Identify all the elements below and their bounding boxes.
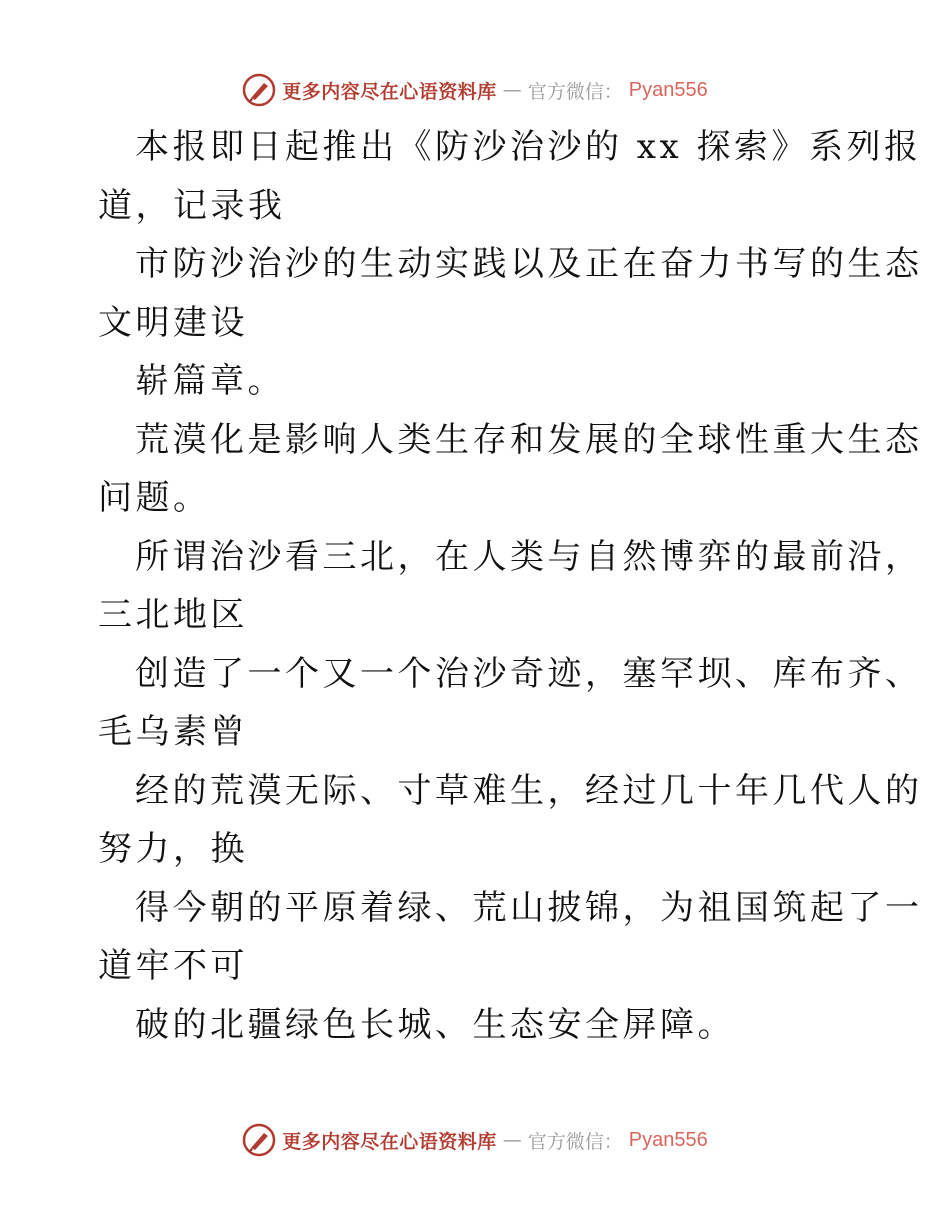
banner-text: 更多内容尽在心语资料库	[282, 1130, 497, 1153]
text-line: 努力，换	[98, 829, 248, 869]
text-line: 市防沙治沙的生动实践以及正在奋力书写的生态	[135, 244, 923, 284]
text-line: 荒漠化是影响人类生存和发展的全球性重大生态	[135, 419, 923, 460]
text-line: 毛乌素曾	[98, 712, 248, 752]
text-line: 本报即日起推出《防沙治沙的 xx 探索》系列报	[135, 127, 922, 167]
text-line: 创造了一个又一个治沙奇迹，塞罕坝、库布齐、	[135, 653, 923, 694]
banner-wechat-id: Pyan556	[628, 78, 708, 101]
pen-logo-icon	[242, 73, 276, 107]
text-line: 道牢不可	[98, 946, 248, 986]
banner-wechat-label: 官方微信：	[527, 80, 623, 103]
header-watermark	[0, 70, 950, 110]
footer-watermark	[0, 1120, 950, 1160]
text-line: 破的北疆绿色长城、生态安全屏障。	[135, 1004, 735, 1045]
text-line: 文明建设	[98, 302, 248, 343]
banner-dash: —	[502, 1129, 522, 1151]
text-line: 所谓治沙看三北，在人类与自然博弈的最前沿，	[135, 536, 923, 577]
text-line: 三北地区	[98, 595, 248, 635]
text-line: 经的荒漠无际、寸草难生，经过几十年几代人的	[135, 770, 923, 811]
text-line: 道，记录我	[98, 185, 286, 226]
banner-dash: —	[502, 79, 522, 101]
text-line: 崭篇章。	[135, 361, 285, 401]
text-line: 问题。	[98, 478, 211, 518]
banner-wechat-label: 官方微信：	[527, 1130, 623, 1153]
banner-text: 更多内容尽在心语资料库	[282, 80, 497, 103]
banner-wechat-id: Pyan556	[628, 1128, 708, 1151]
pen-logo-icon	[242, 1123, 276, 1157]
text-line: 得今朝的平原着绿、荒山披锦，为祖国筑起了一	[135, 887, 923, 928]
article-body	[98, 118, 923, 1054]
